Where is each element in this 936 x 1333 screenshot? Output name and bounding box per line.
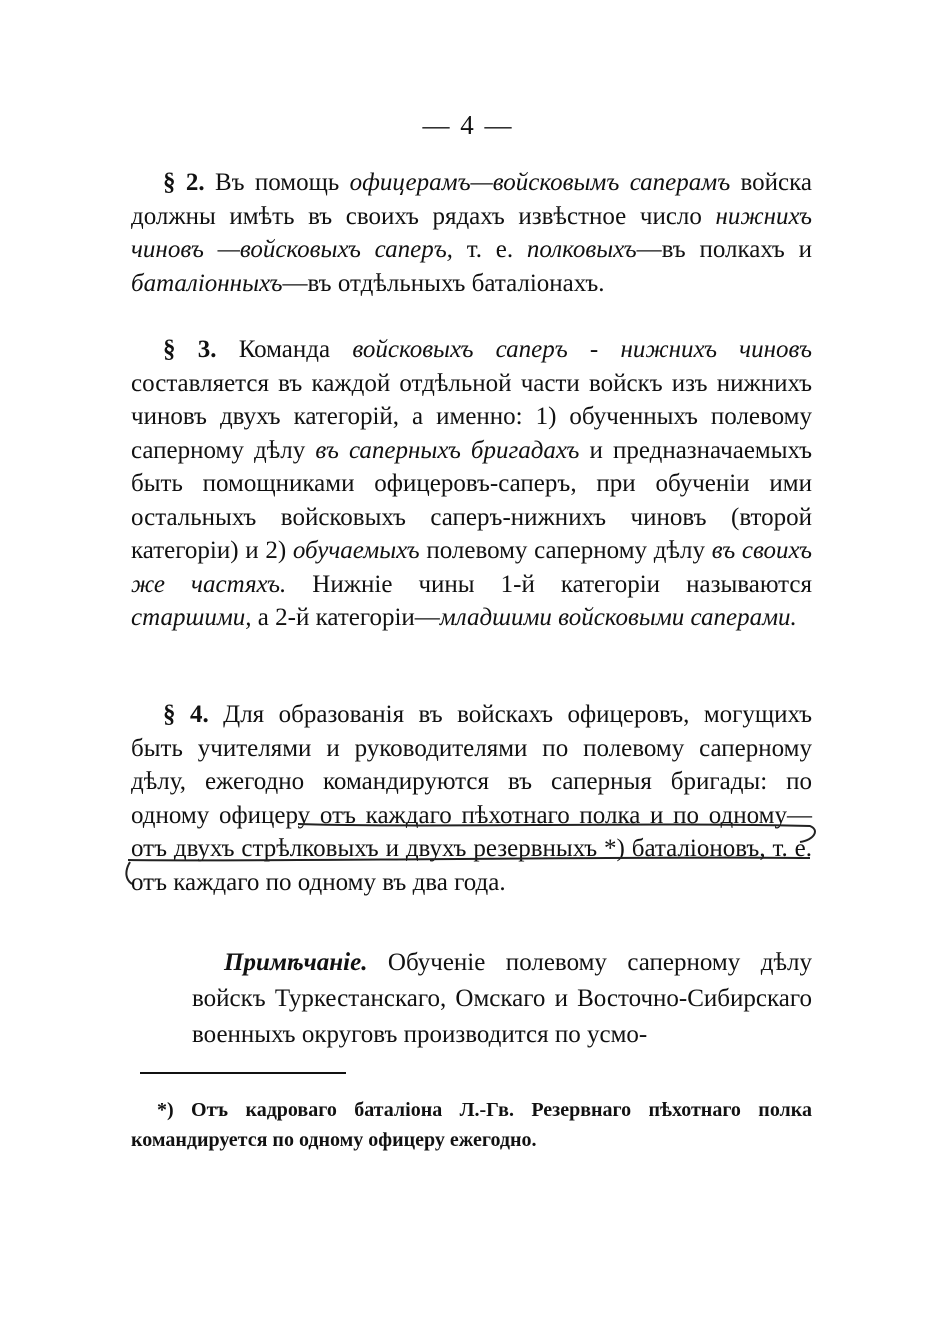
text-run: Въ помощь bbox=[204, 169, 350, 196]
pen-underline-mark bbox=[120, 800, 820, 900]
text-run: —въ полкахъ и bbox=[636, 236, 812, 263]
italic-run: полковыхъ bbox=[526, 236, 637, 263]
note-paragraph bbox=[192, 945, 812, 1053]
italic-run: младшими войсковыми саперами. bbox=[439, 604, 797, 631]
italic-run: въ своихъ же частяхъ. bbox=[131, 537, 812, 598]
italic-run: старшими, bbox=[131, 604, 252, 631]
text-run: и предназначаемыхъ быть помощниками офицеровъ-саперъ, при обученіи ими остальныхъ войсковыхъ саперъ-нижнихъ чиновъ (второй категоріи) и 2) bbox=[131, 436, 813, 564]
text-run: Для образованія въ войскахъ офицеровъ, могущихъ быть учителями и руководителями по полевому саперному дѣлу, ежегодно командируются въ саперныя бригады: по одному офицеру отъ каждаго пѣхотнаго полка и по одному—отъ двухъ стрѣлковыхъ и двухъ резервныхъ *) баталіоновъ, т. е. отъ каждаго по одному въ два года. bbox=[131, 701, 812, 896]
italic-run: баталіонныхъ bbox=[131, 269, 283, 297]
text-run: Нижніе чины 1-й категоріи называются bbox=[286, 570, 812, 598]
footnote-text: *) Отъ кадроваго баталіона Л.-Гв. Резервнаго пѣхотнаго полка командируется по одному офицеру ежегодно. bbox=[131, 1099, 812, 1151]
note-title: Примѣчаніе. bbox=[224, 949, 368, 976]
paragraph-section-2 bbox=[131, 166, 812, 300]
italic-run: нижнихъ чиновъ —войсковыхъ саперъ, bbox=[131, 202, 812, 263]
paragraph-section-3 bbox=[131, 333, 812, 635]
text-run: полевому саперному дѣлу bbox=[419, 537, 712, 564]
note-text: Обученіе полевому саперному дѣлу войскъ Туркестанскаго, Омскаго и Восточно-Сибирскаго военныхъ округовъ производится по усмо- bbox=[192, 949, 812, 1048]
italic-run: войсковыхъ саперъ - нижнихъ чиновъ bbox=[352, 336, 812, 363]
text-run: —въ отдѣльныхъ баталіонахъ. bbox=[282, 269, 605, 297]
text-run: составляется въ каждой отдѣльной части войскъ изъ нижнихъ чиновъ двухъ категорій, а именно: 1) обученныхъ полевому саперному дѣлу bbox=[131, 369, 812, 464]
italic-run: обучаемыхъ bbox=[292, 537, 420, 564]
text-run: т. е. bbox=[452, 236, 527, 263]
footnote-rule bbox=[140, 1072, 346, 1074]
italic-run: въ саперныхъ бригадахъ bbox=[315, 436, 580, 464]
section-number: § 2. bbox=[163, 169, 205, 196]
section-number: § 4. bbox=[163, 701, 209, 728]
page-number: — 4 — bbox=[422, 110, 514, 140]
section-number: § 3. bbox=[163, 336, 217, 363]
footnote bbox=[131, 1095, 812, 1155]
text-run: Команда bbox=[216, 336, 353, 363]
italic-run: офицерамъ—войсковымъ саперамъ bbox=[349, 169, 731, 196]
text-run: а 2-й категоріи— bbox=[251, 604, 440, 631]
text-run: войска должны имѣть въ своихъ рядахъ извѣстное число bbox=[131, 169, 812, 230]
